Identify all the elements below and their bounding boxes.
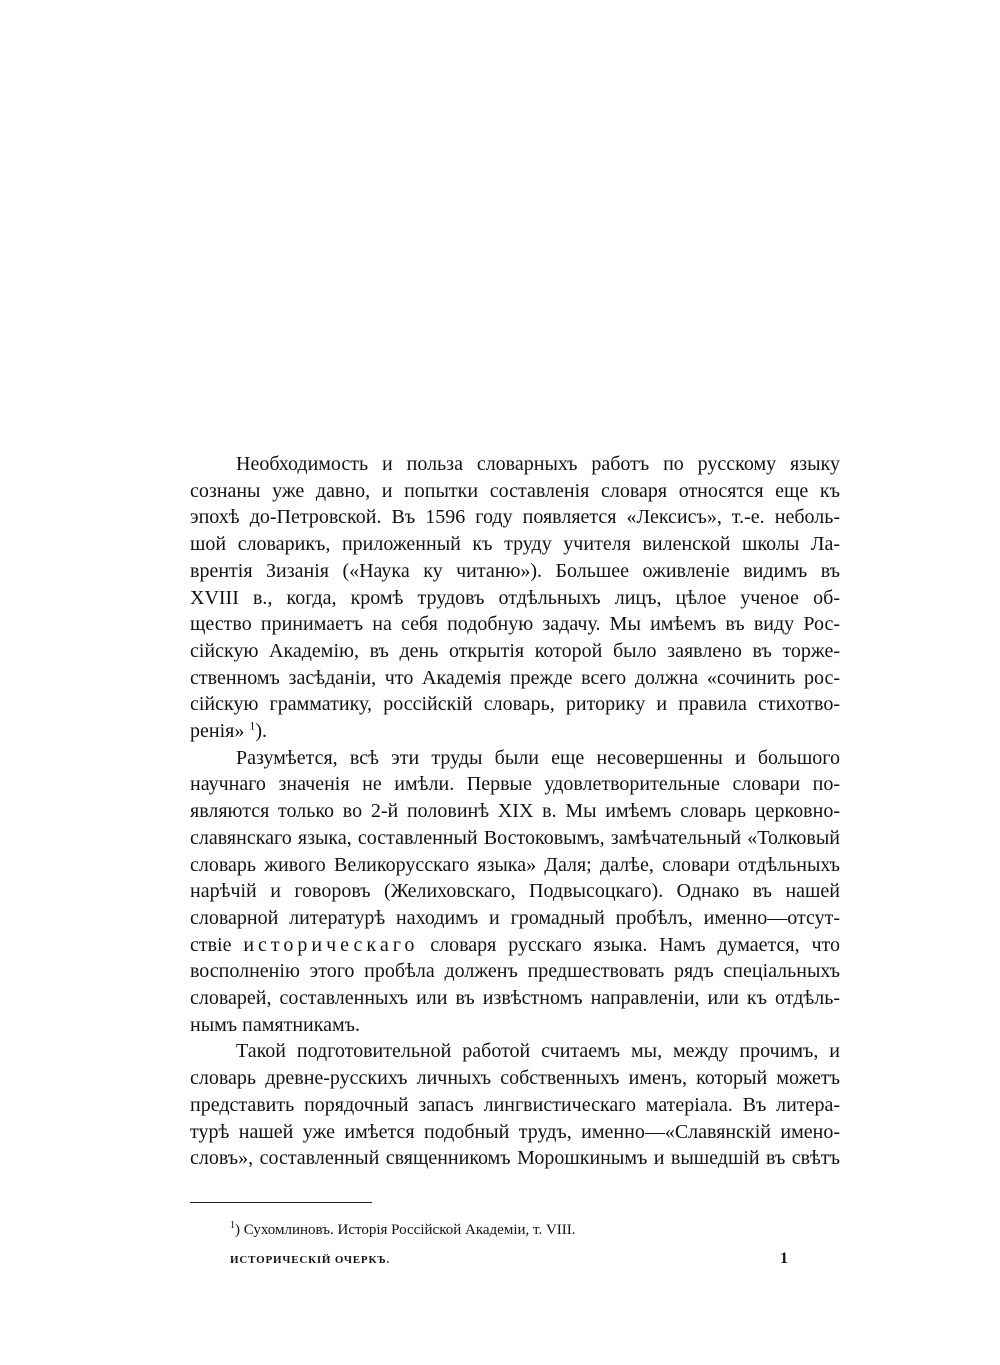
text-line: восполненію этого пробѣла долженъ предшествовать рядъ спеціальныхъ xyxy=(190,960,840,983)
text-line: врентія Зизанія («Наука ку читаню»). Большее оживленіе видимъ въ xyxy=(190,559,840,582)
text-line: эпохѣ до-Петровской. Въ 1596 году появляется «Лексисъ», т.-е. неболь- xyxy=(190,506,840,529)
text-line: Необходимость и польза словарныхъ работъ по русскому языку xyxy=(236,453,840,475)
paragraph-3 xyxy=(190,1038,840,1172)
text-line: турѣ нашей уже имѣется подобный трудъ, именно—«Славянскій имено- xyxy=(190,1120,840,1143)
signature-mark: ИСТОРИЧЕСКІЙ ОЧЕРКЪ. xyxy=(230,1254,390,1266)
paragraph-1 xyxy=(190,451,840,745)
footnote-reference: 1 xyxy=(249,718,256,733)
text-line: XVIII в., когда, кромѣ трудовъ отдѣльныхъ лицъ, цѣлое ученое об- xyxy=(190,586,840,609)
text-line: представить порядочный запасъ лингвистическаго матеріала. Въ литера- xyxy=(190,1093,840,1116)
text-line: словарь живого Великорусскаго языка» Даля; далѣе, словари отдѣльныхъ xyxy=(190,853,840,876)
text-line: нымъ памятникамъ. xyxy=(190,1013,361,1036)
page-number: 1 xyxy=(780,1250,788,1267)
text-line: сійскую грамматику, россійскій словарь, риторику и правила стихотво- xyxy=(190,693,840,716)
text-line: ственномъ засѣданіи, что Академія прежде всего должна «сочинить рос- xyxy=(190,666,840,689)
emphasized-word: историческаго xyxy=(243,933,419,956)
text-line: Такой подготовительной работой считаемъ мы, между прочимъ, и xyxy=(236,1040,840,1063)
text-line: научнаго значенія не имѣли. Первые удовлетворительные словари по- xyxy=(190,773,840,796)
footnote-text: ) Сухомлиновъ. Исторія Россійской Академіи, т. VIII. xyxy=(235,1222,576,1238)
text-line: словарей, составленныхъ или въ извѣстномъ направленіи, или къ отдѣль- xyxy=(190,987,840,1010)
text-fragment: ствіе xyxy=(190,933,244,956)
text-line: шой словарикъ, приложенный къ труду учителя виленской школы Ла- xyxy=(190,533,840,556)
text-line: нарѣчій и говоровъ (Желиховскаго, Подвысоцкаго). Однако въ нашей xyxy=(190,880,840,903)
text-fragment: словаря русскаго языка. Намъ думается, что xyxy=(418,933,840,956)
text-line: Разумѣется, всѣ эти труды были еще несовершенны и большого xyxy=(236,746,840,769)
text-line: словарь древне-русскихъ личныхъ собственныхъ именъ, который можетъ xyxy=(190,1067,840,1090)
text-line: словъ», составленный священникомъ Морошкинымъ и вышедшій въ свѣтъ xyxy=(190,1147,840,1170)
text-line-with-footnote xyxy=(190,718,840,745)
footnote-divider xyxy=(190,1202,372,1203)
footnote xyxy=(230,1220,576,1240)
text-line: словарной литературѣ находимъ и громадный пробѣлъ, именно—отсут- xyxy=(190,906,840,929)
text-line: славянскаго языка, составленный Востоковымъ, замѣчательный «Толковый xyxy=(190,826,840,849)
text-line: щество принимаетъ на себя подобную задачу. Мы имѣемъ въ виду Рос- xyxy=(190,613,840,636)
text-line: сознаны уже давно, и попытки составленія словаря относятся еще къ xyxy=(190,479,840,502)
text-line-spaced-emphasis xyxy=(190,932,840,959)
text-line: являются только во 2-й половинѣ XIX в. Мы имѣемъ словарь церковно- xyxy=(190,800,840,823)
text-fragment: ). xyxy=(255,720,268,743)
paragraph-2 xyxy=(190,745,840,1039)
body-text xyxy=(190,451,840,1172)
footnote-mark: 1 xyxy=(230,1220,235,1231)
text-fragment: ренія» xyxy=(190,720,250,743)
text-line: сійскую Академію, въ день открытія которой было заявлено въ торже- xyxy=(190,639,840,662)
